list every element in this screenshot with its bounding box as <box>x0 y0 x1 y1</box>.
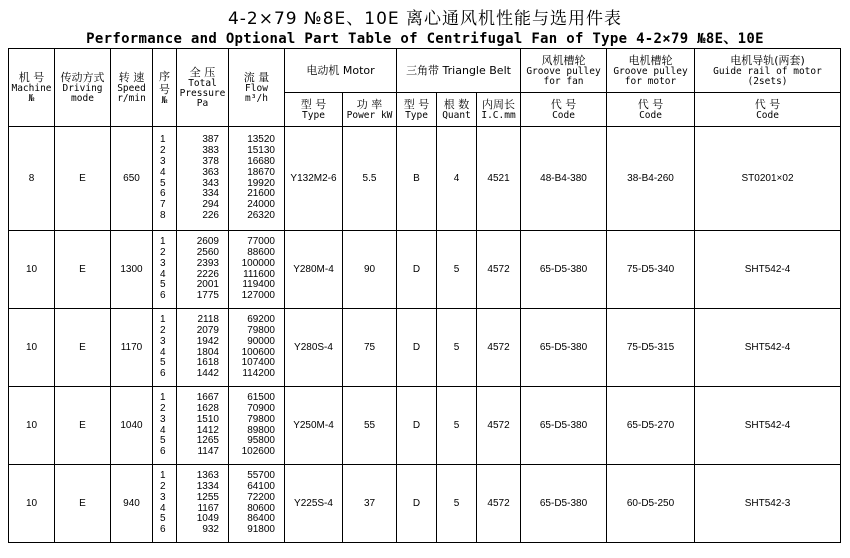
cell-driving-mode: E <box>55 387 111 465</box>
cell-seq-line: 4 <box>160 268 166 280</box>
cell-seq-line: 2 <box>160 402 166 414</box>
cell-flow <box>229 387 285 465</box>
header-flow: 流 量 Flow m³/h <box>229 49 285 127</box>
cell-seq-line: 6 <box>160 446 166 458</box>
cell-flow-line: 15130 <box>247 144 275 156</box>
cell-seq <box>153 465 177 543</box>
cell-seq-line: 5 <box>160 435 166 447</box>
cell-flow-line: 24000 <box>247 199 275 211</box>
cell-total-pressure-line: 1265 <box>196 435 219 447</box>
cell-total-pressure-line: 1412 <box>196 424 219 436</box>
cell-speed: 650 <box>111 127 153 231</box>
cell-flow-line: 77000 <box>247 235 275 247</box>
cell-flow-line: 95800 <box>247 435 275 447</box>
title-english: Performance and Optional Part Table of Centrifugal Fan of Type 4-2×79 №8E、10E <box>86 31 764 47</box>
cell-speed: 1040 <box>111 387 153 465</box>
cell-guide-rail-code: SHT542-4 <box>695 387 841 465</box>
cell-total-pressure <box>177 127 229 231</box>
header-total-pressure: 全 压 Total Pressure Pa <box>177 49 229 127</box>
cell-total-pressure-line: 1667 <box>196 391 219 403</box>
cell-seq-line: 4 <box>160 166 166 178</box>
cell-total-pressure-line: 2393 <box>196 257 219 269</box>
table-body <box>9 127 841 543</box>
cell-guide-rail-code: SHT542-4 <box>695 309 841 387</box>
cell-flow-line: 19920 <box>247 177 275 189</box>
cell-machine: 10 <box>9 309 55 387</box>
header-belt-type: 型 号 Type <box>397 93 437 127</box>
cell-seq-line: 3 <box>160 413 166 425</box>
cell-total-pressure-line: 1167 <box>197 502 219 514</box>
cell-total-pressure-line: 2560 <box>196 246 219 258</box>
table-row <box>9 127 841 231</box>
cell-flow-line: 127000 <box>241 290 275 302</box>
cell-seq-line: 1 <box>160 313 166 325</box>
cell-machine: 8 <box>9 127 55 231</box>
cell-motor-type: Y132M2-6 <box>285 127 343 231</box>
cell-guide-rail-code: SHT542-3 <box>695 465 841 543</box>
cell-total-pressure-line: 1942 <box>196 335 219 347</box>
cell-seq-line: 3 <box>160 491 166 503</box>
cell-flow-line: 70900 <box>247 402 275 414</box>
cell-motor-pulley-code: 75-D5-340 <box>607 231 695 309</box>
cell-motor-type: Y225S-4 <box>285 465 343 543</box>
header-machine: 机 号 Machine № <box>9 49 55 127</box>
table-row <box>9 387 841 465</box>
cell-flow-line: 61500 <box>247 391 275 403</box>
cell-total-pressure <box>177 387 229 465</box>
header-motor-type: 型 号 Type <box>285 93 343 127</box>
cell-speed: 1300 <box>111 231 153 309</box>
cell-total-pressure-line: 2609 <box>196 235 219 247</box>
cell-total-pressure-line: 383 <box>202 144 219 156</box>
cell-driving-mode: E <box>55 309 111 387</box>
header-speed: 转 速 Speed r/min <box>111 49 153 127</box>
cell-total-pressure-line: 1334 <box>196 480 219 492</box>
cell-total-pressure-line: 1255 <box>196 491 219 503</box>
cell-flow-line: 21600 <box>247 188 275 200</box>
cell-flow-line: 16680 <box>247 155 275 167</box>
cell-total-pressure-line: 363 <box>202 166 219 178</box>
cell-seq-line: 5 <box>160 177 166 189</box>
cell-driving-mode: E <box>55 127 111 231</box>
cell-seq-line: 2 <box>160 480 166 492</box>
cell-seq-line: 3 <box>160 335 166 347</box>
cell-belt-length: 4572 <box>477 387 521 465</box>
header-driving-mode: 传动方式 Driving mode <box>55 49 111 127</box>
cell-motor-power: 55 <box>343 387 397 465</box>
cell-seq-line: 6 <box>160 290 166 302</box>
cell-flow-line: 114200 <box>242 368 275 380</box>
cell-flow-line: 18670 <box>247 166 275 178</box>
cell-flow-line: 107400 <box>241 357 275 369</box>
cell-total-pressure-line: 387 <box>202 133 219 145</box>
table-row <box>9 309 841 387</box>
cell-flow <box>229 127 285 231</box>
cell-seq-line: 7 <box>160 199 166 211</box>
cell-total-pressure-line: 932 <box>202 524 219 536</box>
cell-belt-quant: 4 <box>437 127 477 231</box>
cell-belt-quant: 5 <box>437 465 477 543</box>
cell-total-pressure-line: 2226 <box>196 268 219 280</box>
cell-seq-line: 5 <box>160 279 166 291</box>
header-belt-length: 内周长 I.C.mm <box>477 93 521 127</box>
cell-motor-power: 37 <box>343 465 397 543</box>
cell-total-pressure-line: 1775 <box>196 290 219 302</box>
cell-seq-line: 2 <box>160 144 166 156</box>
cell-belt-type: D <box>397 231 437 309</box>
cell-belt-quant: 5 <box>437 309 477 387</box>
cell-belt-length: 4521 <box>477 127 521 231</box>
cell-fan-pulley-code: 65-D5-380 <box>521 309 607 387</box>
cell-motor-power: 75 <box>343 309 397 387</box>
cell-flow-line: 79800 <box>247 324 275 336</box>
cell-fan-pulley-code: 65-D5-380 <box>521 387 607 465</box>
cell-seq-line: 4 <box>160 424 166 436</box>
cell-motor-pulley-code: 38-B4-260 <box>607 127 695 231</box>
cell-total-pressure <box>177 231 229 309</box>
cell-flow-line: 102600 <box>241 446 275 458</box>
cell-motor-power: 5.5 <box>343 127 397 231</box>
table-row <box>9 465 841 543</box>
cell-flow-line: 111600 <box>243 268 275 280</box>
cell-belt-length: 4572 <box>477 231 521 309</box>
cell-total-pressure <box>177 465 229 543</box>
cell-seq-line: 6 <box>160 524 166 536</box>
cell-machine: 10 <box>9 465 55 543</box>
cell-belt-type: B <box>397 127 437 231</box>
cell-motor-type: Y280M-4 <box>285 231 343 309</box>
cell-flow-line: 13520 <box>247 133 275 145</box>
cell-total-pressure-line: 2118 <box>197 313 219 325</box>
cell-seq-line: 1 <box>160 469 166 481</box>
cell-motor-type: Y280S-4 <box>285 309 343 387</box>
cell-seq-line: 4 <box>160 346 166 358</box>
cell-fan-pulley-code: 48-B4-380 <box>521 127 607 231</box>
cell-flow-line: 69200 <box>247 313 275 325</box>
cell-seq-line: 1 <box>160 235 166 247</box>
header-guide-rail: 电机导轨(两套) Guide rail of motor (2sets) <box>695 49 841 93</box>
cell-flow-line: 100600 <box>241 346 275 358</box>
cell-seq-line: 2 <box>160 324 166 336</box>
cell-flow-line: 100000 <box>241 257 275 269</box>
cell-guide-rail-code: ST0201×02 <box>695 127 841 231</box>
table-row <box>9 231 841 309</box>
cell-belt-type: D <box>397 465 437 543</box>
cell-total-pressure-line: 1442 <box>196 368 219 380</box>
cell-total-pressure-line: 2001 <box>196 279 219 291</box>
cell-total-pressure-line: 1363 <box>196 469 219 481</box>
cell-flow-line: 119400 <box>242 279 275 291</box>
cell-flow <box>229 309 285 387</box>
cell-seq-line: 1 <box>160 133 166 145</box>
performance-table <box>8 48 841 543</box>
cell-motor-power: 90 <box>343 231 397 309</box>
cell-flow-line: 55700 <box>247 469 275 481</box>
cell-motor-pulley-code: 60-D5-250 <box>607 465 695 543</box>
cell-seq <box>153 309 177 387</box>
header-belt-quant: 根 数 Quant <box>437 93 477 127</box>
cell-total-pressure-line: 1510 <box>196 413 219 425</box>
cell-guide-rail-code: SHT542-4 <box>695 231 841 309</box>
cell-fan-pulley-code: 65-D5-380 <box>521 231 607 309</box>
header-motor-power: 功 率 Power kW <box>343 93 397 127</box>
cell-seq-line: 3 <box>160 257 166 269</box>
cell-seq-line: 3 <box>160 155 166 167</box>
title-chinese: 4-2×79 №8E、10E 离心通风机性能与选用件表 <box>227 9 623 29</box>
header-fan-code: 代 号 Code <box>521 93 607 127</box>
header-rail-code: 代 号 Code <box>695 93 841 127</box>
cell-motor-pulley-code: 65-D5-270 <box>607 387 695 465</box>
cell-speed: 940 <box>111 465 153 543</box>
cell-belt-length: 4572 <box>477 309 521 387</box>
cell-machine: 10 <box>9 387 55 465</box>
cell-total-pressure-line: 294 <box>202 199 219 211</box>
cell-flow-line: 79800 <box>247 413 275 425</box>
cell-total-pressure-line: 343 <box>202 177 219 189</box>
cell-motor-pulley-code: 75-D5-315 <box>607 309 695 387</box>
cell-flow-line: 91800 <box>247 524 275 536</box>
header-motor-code: 代 号 Code <box>607 93 695 127</box>
cell-belt-type: D <box>397 309 437 387</box>
cell-total-pressure-line: 2079 <box>196 324 219 336</box>
cell-total-pressure-line: 1628 <box>196 402 219 414</box>
header-triangle-belt: 三角带 Triangle Belt <box>397 49 521 93</box>
cell-seq-line: 8 <box>160 210 166 222</box>
header-motor: 电动机 Motor <box>285 49 397 93</box>
cell-seq-line: 5 <box>160 513 166 525</box>
cell-belt-length: 4572 <box>477 465 521 543</box>
cell-total-pressure <box>177 309 229 387</box>
cell-seq-line: 5 <box>160 357 166 369</box>
header-row-1 <box>9 49 841 93</box>
cell-flow-line: 26320 <box>247 210 275 222</box>
cell-total-pressure-line: 1804 <box>196 346 219 358</box>
cell-flow <box>229 465 285 543</box>
cell-flow-line: 88600 <box>247 246 275 258</box>
cell-flow <box>229 231 285 309</box>
cell-total-pressure-line: 226 <box>202 210 219 222</box>
header-seq: 序 号 № <box>153 49 177 127</box>
cell-belt-quant: 5 <box>437 231 477 309</box>
cell-flow-line: 64100 <box>247 480 275 492</box>
cell-total-pressure-line: 334 <box>202 188 219 200</box>
cell-flow-line: 86400 <box>247 513 275 525</box>
cell-seq-line: 4 <box>160 502 166 514</box>
cell-fan-pulley-code: 65-D5-380 <box>521 465 607 543</box>
cell-seq-line: 1 <box>160 391 166 403</box>
cell-total-pressure-line: 378 <box>202 155 219 167</box>
cell-total-pressure-line: 1618 <box>196 357 219 369</box>
cell-seq-line: 6 <box>160 368 166 380</box>
cell-speed: 1170 <box>111 309 153 387</box>
cell-seq <box>153 387 177 465</box>
cell-machine: 10 <box>9 231 55 309</box>
cell-seq-line: 2 <box>160 246 166 258</box>
header-fan-pulley: 风机槽轮 Groove pulley for fan <box>521 49 607 93</box>
cell-flow-line: 90000 <box>247 335 275 347</box>
cell-flow-line: 89800 <box>247 424 275 436</box>
header-motor-pulley: 电机槽轮 Groove pulley for motor <box>607 49 695 93</box>
cell-belt-quant: 5 <box>437 387 477 465</box>
cell-flow-line: 72200 <box>247 491 275 503</box>
cell-belt-type: D <box>397 387 437 465</box>
cell-driving-mode: E <box>55 465 111 543</box>
cell-seq <box>153 127 177 231</box>
cell-flow-line: 80600 <box>247 502 275 514</box>
cell-seq-line: 6 <box>160 188 166 200</box>
cell-total-pressure-line: 1049 <box>196 513 219 525</box>
cell-driving-mode: E <box>55 231 111 309</box>
cell-total-pressure-line: 1147 <box>197 446 219 458</box>
cell-seq <box>153 231 177 309</box>
cell-motor-type: Y250M-4 <box>285 387 343 465</box>
